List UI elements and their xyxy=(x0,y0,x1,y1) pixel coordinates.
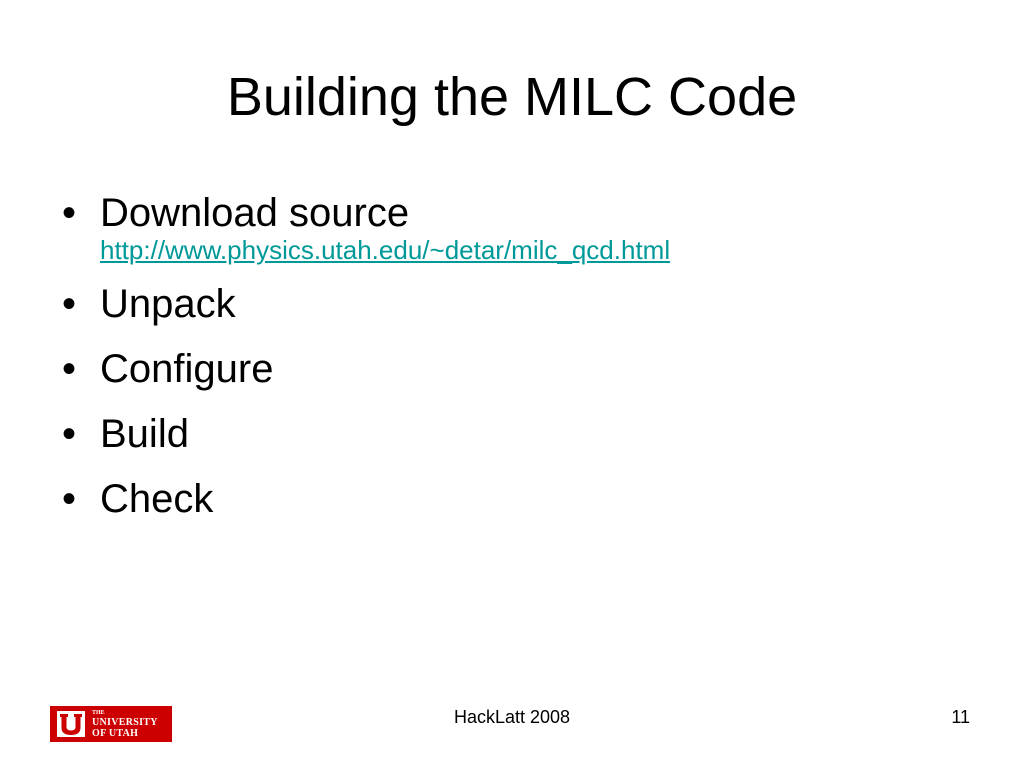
list-item-download-source xyxy=(58,188,670,264)
bullet-text: Check xyxy=(100,477,214,521)
footer-title: HackLatt 2008 xyxy=(453,707,571,727)
list-item-build xyxy=(58,409,670,459)
bullet-icon: • xyxy=(62,347,77,391)
list-item-check xyxy=(58,474,670,524)
bullet-icon: • xyxy=(62,477,77,521)
bullet-text: Unpack xyxy=(100,282,236,326)
logo-line-university: UNIVERSITY xyxy=(92,716,158,728)
bullet-icon: • xyxy=(62,282,77,326)
list-item-configure xyxy=(58,344,670,394)
bullet-icon: • xyxy=(62,191,77,235)
bullet-icon: • xyxy=(62,412,77,456)
bullet-text: Configure xyxy=(100,347,274,391)
bullet-text: Download source xyxy=(100,191,410,235)
list-item-unpack xyxy=(58,279,670,329)
source-link[interactable]: http://www.physics.utah.edu/~detar/milc_qcd.html xyxy=(100,235,671,265)
bullet-text: Build xyxy=(100,412,189,456)
bullet-list xyxy=(58,188,670,539)
logo-line-of-utah: OF UTAH xyxy=(92,727,139,739)
source-link-line xyxy=(100,236,670,264)
page-number: 11 xyxy=(951,707,970,727)
slide-title: Building the MILC Code xyxy=(226,67,798,127)
logo-line-the: THE xyxy=(92,709,105,716)
